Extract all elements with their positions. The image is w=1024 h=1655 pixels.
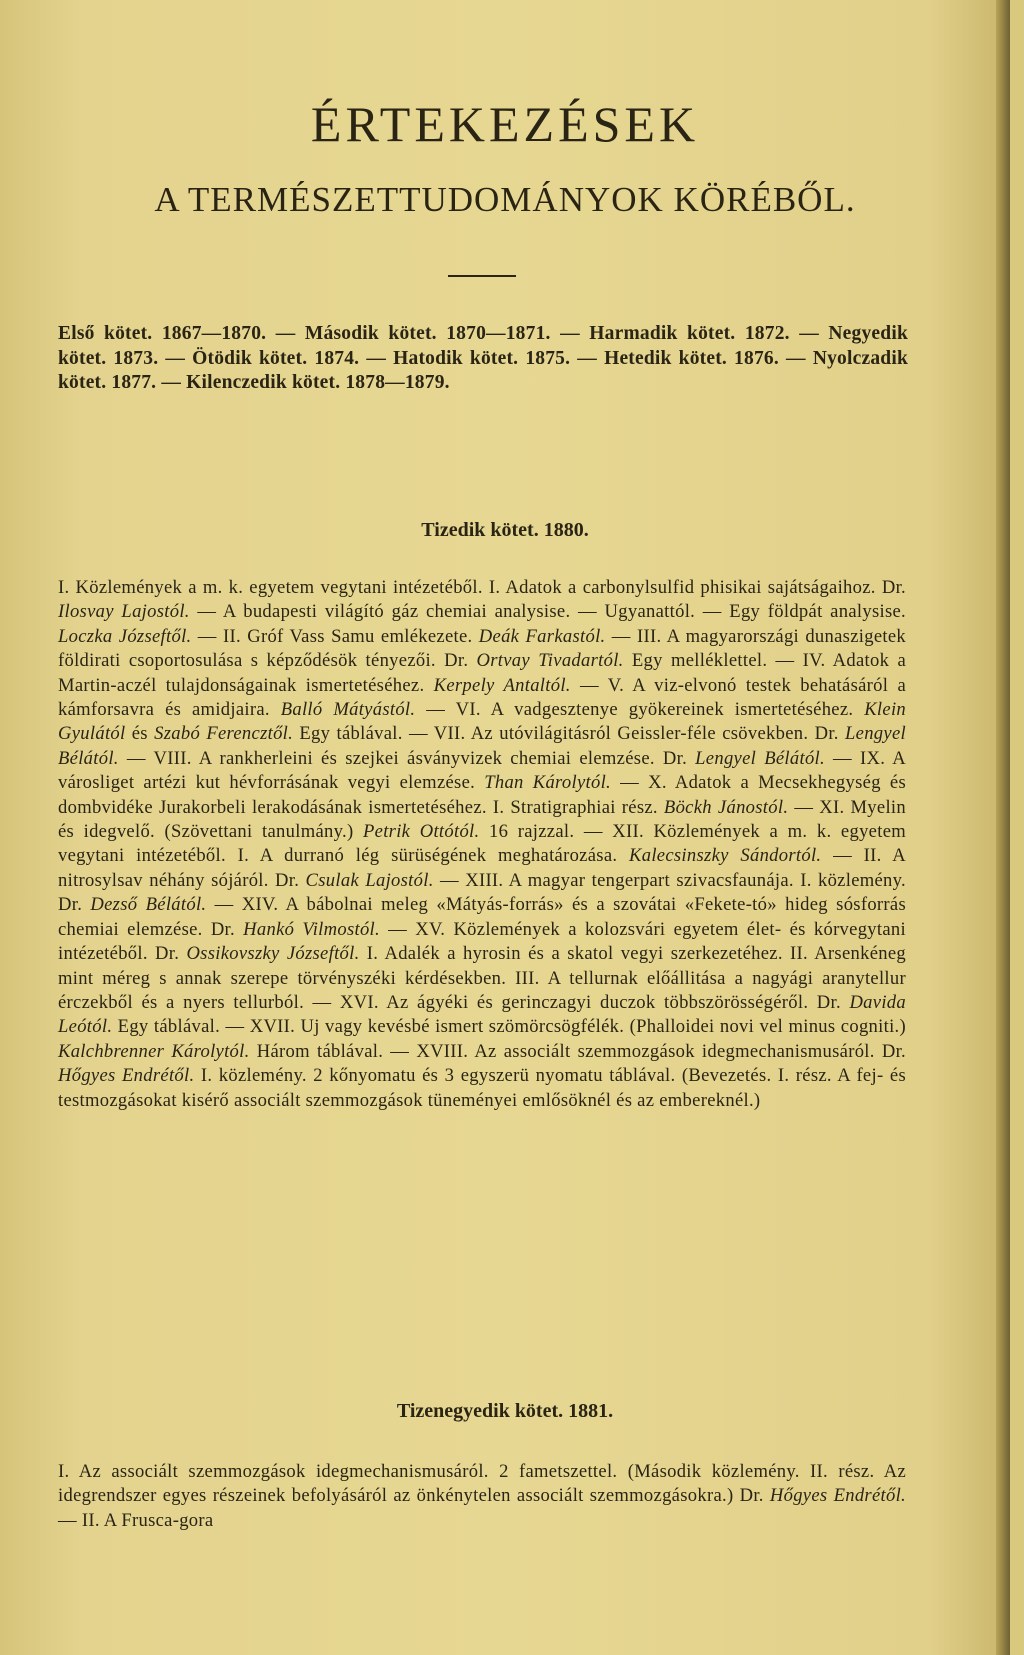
entry-text: — VIII. A rankherleini és szejkei ásványvizek chemiai elemzése. Dr.: [118, 747, 696, 769]
entry-text: — XI. Myelin és idegvelő. (Szövettani tanulmány.): [58, 796, 906, 843]
entry-text: — XIV. A bábolnai meleg «Mátyás-forrás» és a szovátai «Fekete-tó» hideg sósforrás chemiai elemzése. Dr.: [58, 894, 906, 940]
author-name: Lengyel Bélától.: [58, 723, 906, 769]
entry-text: — III. A magyarországi dunaszigetek földirati csoportosulása s képződésök tényezői. Dr.: [58, 625, 906, 672]
author-name: Petrik Ottótól.: [362, 821, 480, 843]
volume-11-contents: [58, 1460, 906, 1533]
author-name: Ortvay Tivadartól.: [476, 650, 624, 672]
author-name: Kalecsinszky Sándortól.: [629, 845, 822, 867]
entry-text: 16 rajzzal. — XII. Közlemények a m. k. egyetem vegytani intézetéből. I. A durranó lég sürüségének meghatározása.: [58, 821, 907, 867]
author-name: Deák Farkastól.: [478, 625, 606, 647]
author-name: Klein Gyulától: [58, 699, 907, 745]
entry-text: — XV. Közlemények a kolozsvári egyetem élet- és kórvegytani intézetéből. Dr.: [58, 918, 906, 965]
entry-text: — II. A Frusca-gora: [58, 1509, 214, 1531]
entry-text: Egy táblával. — VII. Az utóvilágitásról Geissler-féle csövekben. Dr.: [293, 723, 846, 745]
author-name: Than Károlytól.: [484, 772, 611, 794]
entry-text: — XIII. A magyar tengerpart szivacsfaunája. I. közlemény. Dr.: [58, 869, 906, 916]
author-name: Kalchbrenner Károlytól.: [58, 1040, 250, 1062]
author-name: Ossikovszky Józseftől.: [186, 943, 360, 965]
entry-text: Egy melléklettel. — IV. Adatok a Martin-aczél tulajdonságainak ismertetéséhez.: [58, 650, 906, 696]
entry-text: — A budapesti világító gáz chemiai analysise. — Ugyanattól. — Egy földpát analysise.: [189, 601, 906, 623]
volume-10-contents: [58, 576, 906, 1113]
entry-text: — VI. A vadgesztenye gyökereinek ismertetéséhez.: [415, 699, 865, 721]
entry-text: Három táblával. — XVIII. Az associált szemmozgások idegmechanismusáról. Dr.: [249, 1040, 906, 1062]
entry-text: — V. A viz-elvonó testek behatásáról a kámforsavra és amidjaira.: [58, 674, 906, 721]
entry-text: Egy táblával. — XVII. Uj vagy kevésbé ismert szömörcsögfélék. (Phalloidei novi vel minus cogniti.): [112, 1016, 906, 1038]
volume-11-heading: Tizenegyedik kötet. 1881.: [396, 1400, 614, 1422]
entry-text: — IX. A városliget artézi kut hévforrásának vegyi elemzése.: [58, 747, 907, 794]
entry-text: I. közlemény. 2 kőnyomatu és 3 egyszerü nyomatu táblával. (Bevezetés. I. rész. A fej- és testmozgásokat kisérő associált szemmozgások tüneményei emlősöknél és az embereknél.): [58, 1065, 906, 1111]
entry-text: — II. A nitrosylsav néhány sójáról. Dr.: [58, 845, 907, 891]
title-divider: [448, 275, 516, 277]
volume-10-heading: Tizedik kötet. 1880.: [421, 519, 589, 541]
author-name: Hőgyes Endrétől.: [58, 1065, 195, 1087]
author-name: Csulak Lajostól.: [305, 869, 434, 891]
author-name: Szabó Ferencztől.: [154, 723, 294, 745]
page-subtitle: A TERMÉSZETTUDOMÁNYOK KÖRÉBŐL.: [154, 180, 856, 219]
author-name: Böckh Jánostól.: [663, 796, 789, 818]
author-name: Dezső Bélától.: [90, 894, 207, 916]
author-name: Hankó Vilmostól.: [243, 918, 380, 940]
author-name: Davida Leótól.: [58, 991, 906, 1038]
author-name: Kerpely Antaltól.: [433, 674, 571, 696]
entry-text: — X. Adatok a Mecsekhegység és dombvidéke Jurakorbeli lerakodásának ismertetéséhez. I. Stratigraphiai rész.: [58, 772, 906, 818]
entry-text: I. Közlemények a m. k. egyetem vegytani intézetéből. I. Adatok a carbonylsulfid phisikai sajátságaihoz. Dr.: [58, 577, 906, 598]
author-name: Balló Mátyástól.: [280, 699, 416, 721]
entry-text: I. Az associált szemmozgások idegmechanismusáról. 2 fametszettel. (Második közlemény. II. rész. Az idegrendszer egyes részeinek befolyásáról az önkénytelen associált szemmozgásokra.) Dr.: [58, 1461, 906, 1507]
author-name: Ilosvay Lajostól.: [58, 601, 190, 623]
volumes-list: Első kötet. 1867—1870. — Második kötet. 1870—1871. — Harmadik kötet. 1872. — Negyedik kötet. 1873. — Ötödik kötet. 1874. — Hatodik kötet. 1875. — Hetedik kötet. 1876. — Nyolczadik kötet. 1877. — Kilenczedik kötet. 1878—1879.: [58, 323, 908, 393]
entry-text: — II. Gróf Vass Samu emlékezete.: [191, 625, 479, 647]
page-title: ÉRTEKEZÉSEK: [310, 96, 700, 152]
author-name: Hőgyes Endrétől.: [769, 1485, 906, 1507]
entry-text: és: [125, 723, 155, 745]
page-edge-shadow: [996, 0, 1010, 1655]
entry-text: I. Adalék a hyrosin és a skatol vegyi szerkezetéhez. II. Arsenkéneg mint méreg s annak szerepe törvényszéki kérdésekben. III. A tellurnak előállitása a nagyági aranytellur érczekből és a nyers tellurból. — XVI. Az ágyéki és gerinczagyi duczok többszörösségéről. Dr.: [58, 943, 906, 1013]
author-name: Lengyel Bélától.: [695, 747, 825, 769]
author-name: Loczka Józseftől.: [58, 625, 192, 647]
